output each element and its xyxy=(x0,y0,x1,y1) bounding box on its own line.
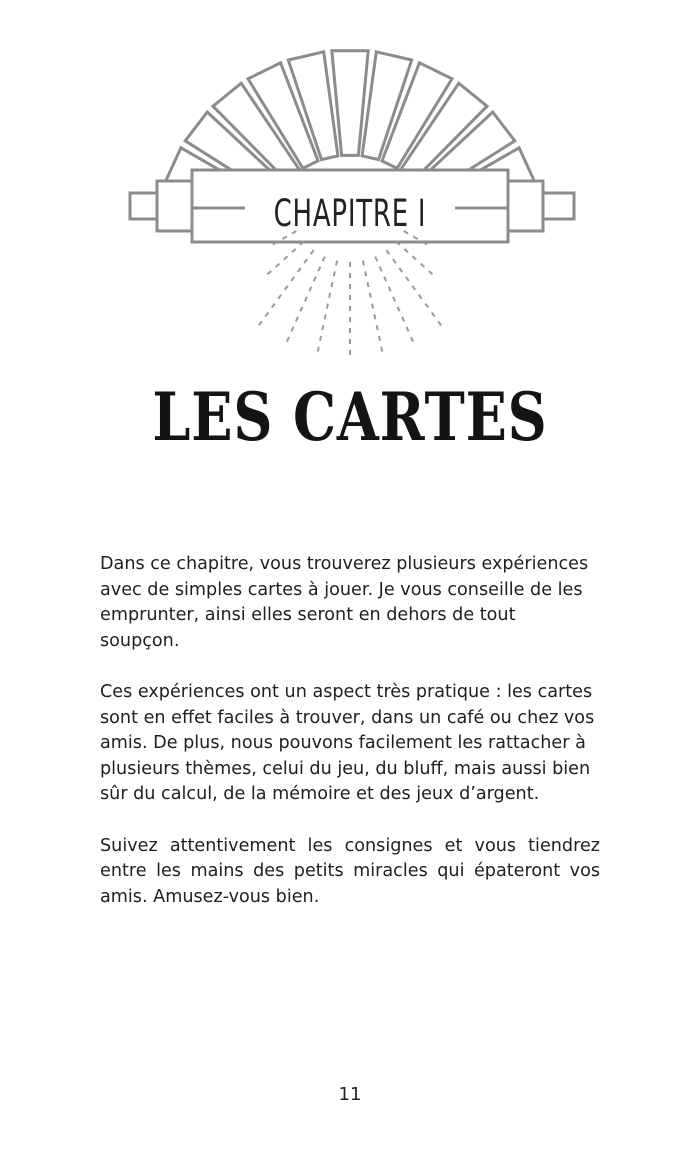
dashed-ray xyxy=(257,250,314,328)
chapter-label: CHAPITRE I xyxy=(273,191,427,235)
dashed-ray xyxy=(375,257,414,345)
fan-segment xyxy=(332,51,368,156)
body-text xyxy=(100,552,600,936)
paragraph-intro: Dans ce chapitre, vous trouverez plusieurs expériences avec de simples cartes à jouer. Je vous conseille de les emprunter, ainsi elles seront en dehors de tout soupçon. xyxy=(100,554,589,651)
paragraph-closing: Suivez attentivement les consignes et vous tiendrez entre les mains des petits miracles qui épateront vos amis. Amusez-vous bien. xyxy=(100,835,600,907)
dashed-ray xyxy=(386,250,443,328)
dashed-ray xyxy=(317,261,337,355)
dashed-rays xyxy=(257,231,443,358)
page-number: 11 xyxy=(338,1084,362,1105)
dashed-ray xyxy=(286,257,325,345)
paragraph-practical: Ces expériences ont un aspect très pratique : les cartes sont en effet faciles à trouver, dans un café ou chez vos amis. De plus, nous pouvons facilement les rattacher à plusieurs thèmes, celui du jeu, du bluff, mais aussi bien sûr du calcul, de la mémoire et des jeux d’argent. xyxy=(100,681,595,805)
art-deco-ornament xyxy=(0,0,700,370)
chapter-title: LES CARTES xyxy=(152,378,548,456)
dashed-ray xyxy=(363,261,383,355)
